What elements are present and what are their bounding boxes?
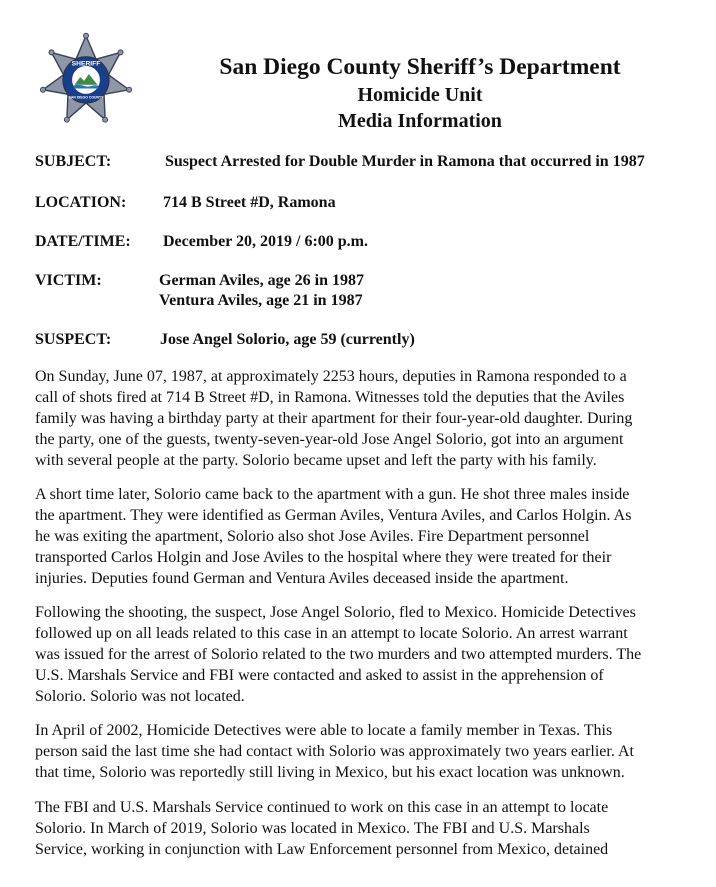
paragraph-line: was issued for the arrest of Solorio related to the two murders and two attempted murders. The xyxy=(35,646,642,663)
paragraph-line: followed up on all leads related to this case in an attempt to locate Solorio. An arrest warrant xyxy=(35,625,628,642)
paragraph-line: the party, one of the guests, twenty-seven-year-old Jose Angel Solorio, got into an argument xyxy=(35,431,624,448)
paragraph-line: with several people at the party. Solorio became upset and left the party with his family. xyxy=(35,452,597,469)
location-row xyxy=(35,193,336,213)
paragraph-line: Service, working in conjunction with Law Enforcement personnel from Mexico, detained xyxy=(35,841,609,858)
paragraph-5 xyxy=(35,797,685,860)
paragraph-line: The FBI and U.S. Marshals Service continued to work on this case in an attempt to locate xyxy=(35,799,609,816)
star-tip-ball xyxy=(64,117,69,122)
star-tip-ball xyxy=(118,50,123,55)
unit-title: Homicide Unit xyxy=(357,84,483,106)
suspect-value: Jose Angel Solorio, age 59 (currently) xyxy=(160,331,415,348)
suspect-row xyxy=(35,330,415,350)
location-label: LOCATION: xyxy=(35,194,127,211)
paragraph-line: Solorio. In March of 2019, Solorio was located in Mexico. The FBI and U.S. Marshals xyxy=(35,820,590,837)
suspect-label: SUSPECT: xyxy=(35,331,112,348)
victim-value-1: German Aviles, age 26 in 1987 xyxy=(159,272,365,289)
paragraph-line: that time, Solorio was reportedly still living in Mexico, but his exact location was unknown. xyxy=(35,764,625,781)
star-tip-ball xyxy=(127,87,132,92)
paragraph-line: call of shots fired at 714 B Street #D, in Ramona. Witnesses told the deputies that the Aviles xyxy=(35,389,625,406)
paragraph-4 xyxy=(35,720,685,783)
department-title: San Diego County Sheriff’s Department xyxy=(219,54,621,80)
datetime-value: December 20, 2019 / 6:00 p.m. xyxy=(163,233,368,250)
victim-row xyxy=(35,271,365,309)
subject-value: Suspect Arrested for Double Murder in Ramona that occurred in 1987 xyxy=(165,153,645,170)
datetime-row xyxy=(35,232,368,252)
star-tip-ball xyxy=(103,117,108,122)
paragraph-line: In April of 2002, Homicide Detectives were able to locate a family member in Texas. This xyxy=(35,722,613,739)
star-tip-ball xyxy=(49,50,54,55)
paragraph-line: A short time later, Solorio came back to the apartment with a gun. He shot three males inside xyxy=(35,486,630,503)
paragraph-line: On Sunday, June 07, 1987, at approximately 2253 hours, deputies in Ramona responded to a xyxy=(35,368,627,385)
paragraph-line: transported Carlos Holgin and Jose Aviles to the hospital where they were treated for their xyxy=(35,549,612,566)
victim-value-2: Ventura Aviles, age 21 in 1987 xyxy=(159,292,363,309)
doc-type-title: Media Information xyxy=(338,110,502,132)
paragraph-line: he was exiting the apartment, Solorio also shot Jose Aviles. Fire Department personnel xyxy=(35,528,590,545)
paragraph-line: family was having a birthday party at their apartment for their four-year-old daughter. During xyxy=(35,410,633,427)
location-value: 714 B Street #D, Ramona xyxy=(163,194,336,211)
subject-row xyxy=(35,152,645,172)
paragraph-line: the apartment. They were identified as German Aviles, Ventura Aviles, and Carlos Holgin. As xyxy=(35,507,632,524)
letterhead xyxy=(150,52,690,134)
paragraph-2 xyxy=(35,484,685,589)
badge-bottom-text: SAN DIEGO COUNTY xyxy=(68,95,104,100)
paragraph-line: Solorio. Solorio was not located. xyxy=(35,688,245,705)
badge-top-text: SHERIFF xyxy=(71,60,101,68)
paragraph-line: Following the shooting, the suspect, Jose Angel Solorio, fled to Mexico. Homicide Detectives xyxy=(35,604,636,621)
victim-label: VICTIM: xyxy=(35,272,102,289)
datetime-label: DATE/TIME: xyxy=(35,233,131,250)
star-tip-ball xyxy=(84,33,89,38)
paragraph-line: person said the last time she had contact with Solorio was approximately two years earlier. At xyxy=(35,743,634,760)
paragraph-line: U.S. Marshals Service and FBI were contacted and asked to assist in the apprehension of xyxy=(35,667,604,684)
sheriff-badge-logo xyxy=(38,30,134,126)
star-tip-ball xyxy=(40,87,45,92)
paragraph-3 xyxy=(35,602,685,707)
subject-label: SUBJECT: xyxy=(35,153,112,170)
paragraph-1 xyxy=(35,366,685,471)
paragraph-line: injuries. Deputies found German and Ventura Aviles deceased inside the apartment. xyxy=(35,570,569,587)
